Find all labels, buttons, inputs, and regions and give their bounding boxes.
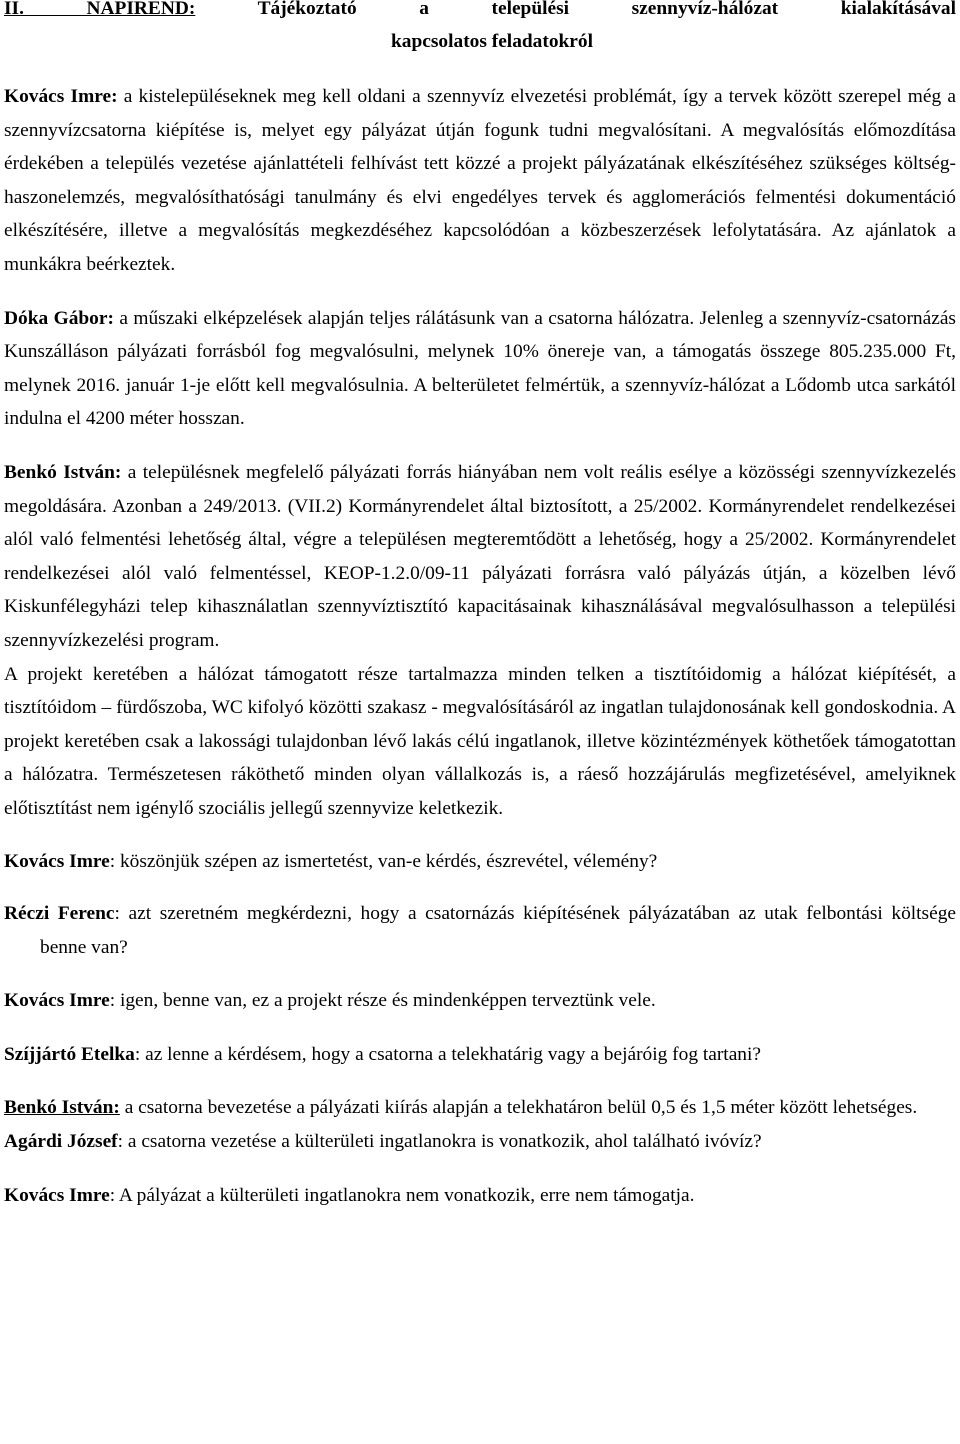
paragraph-doka [4, 302, 956, 436]
paragraph-text: a csatorna bevezetése a pályázati kiírás alapján a telekhatáron belül 0,5 és 1,5 méter között lehetséges. [119, 1097, 918, 1119]
speaker-name: Kovács Imre [4, 1184, 110, 1206]
speaker-name: Kovács Imre: [4, 86, 118, 107]
paragraph-text: : igen, benne van, ez a projekt része és mindenképpen terveztünk vele. [109, 990, 656, 1012]
paragraph-benko-2 [4, 1091, 956, 1125]
paragraph-text: : az lenne a kérdésem, hogy a csatorna a telekhatárig vagy a bejáróig fog tartani? [134, 1043, 761, 1065]
paragraph-agardi [4, 1125, 956, 1159]
paragraph-text: : azt szeretném megkérdezni, hogy a csatornázás kiépítésének pályázatában az utak felbontási költsége benne van? [40, 903, 956, 958]
paragraph-text: : köszönjük szépen az ismertetést, van-e kérdés, észrevétel, vélemény? [109, 851, 658, 873]
paragraph-text: a településnek megfelelő pályázati forrás hiányában nem volt reális esélye a közösségi szennyvízkezelés megoldására. Azonban a 249/2013. (VII.2) Kormányrendelet által biztosított, a 25/2002. Kormányrendelet rendelkezései alól való felmentési lehetőség által, végre a településen megteremtődött a lehetőség, hogy a 25/2002. Kormányrendelet rendelkezései alól való felmentéssel, KEOP-1.2.0/09-11 pályázati forrásra való pályázás útján, a közelben lévő Kiskunfélegyházi telep kihasználatlan szennyvíztisztító kapacitásainak kihasználásával megvalósulhasson a települési szennyvízkezelési program. [4, 461, 956, 651]
speaker-name: Dóka Gábor: [4, 307, 114, 329]
paragraph-project-details [4, 658, 956, 826]
paragraph-text: a kistelepüléseknek meg kell oldani a szennyvíz elvezetési problémát, így a tervek között szerepel még a szennyvízcsatorna kiépítése is, melyet egy pályázat útján fogunk tudni megvalósítani. A megvalósítás előmozdítása érdekében a település vezetése ajánlattételi felhívást tett közzé a projekt pályázatának elkészítéséhez szükséges költség-haszonelemzés, megvalósíthatósági tanulmány és elvi engedélyes tervek és agglomerációs felmentési dokumentáció elkészítésére, illetve a megvalósítás megkezdéséhez kapcsolódóan a közbeszerzések lefolytatására. Az ajánlatok a munkákra beérkeztek. [4, 86, 956, 275]
agenda-label: II. NAPIREND: [4, 0, 196, 19]
paragraph-kovacs-answer [4, 984, 956, 1018]
paragraph-text: : a csatorna vezetése a külterületi ingatlanokra is vonatkozik, ahol található ivóvíz? [117, 1131, 762, 1153]
paragraph-text: : A pályázat a külterületi ingatlanokra nem vonatkozik, erre nem támogatja. [109, 1184, 695, 1206]
speaker-name: Benkó István: [4, 461, 122, 483]
paragraph-kovacs-question-call [4, 845, 956, 879]
speaker-name: Kovács Imre [4, 851, 110, 873]
agenda-heading-line1 [4, 0, 956, 25]
paragraph-reczi [4, 897, 956, 964]
speaker-name: Benkó István: [4, 1097, 120, 1119]
paragraph-text: a műszaki elképzelések alapján teljes rálátásunk van a csatorna hálózatra. Jelenleg a szennyvíz-csatornázás Kunszálláson pályázati forrásból fog megvalósulni, melynek 10% önereje van, a támogatás összege 805.235.000 Ft, melynek 2016. január 1-je előtt kell megvalósulnia. A belterületet felmértük, a szennyvíz-hálózat a Lődomb utca sarkától indulna el 4200 méter hosszan. [4, 307, 956, 430]
agenda-title-line2: kapcsolatos feladatokról [391, 31, 593, 52]
speaker-name: Réczi Ferenc [4, 903, 115, 925]
speaker-name: Kovács Imre [4, 990, 110, 1012]
paragraph-text: A projekt keretében a hálózat támogatott része tartalmazza minden telken a tisztítóidomig a hálózat kiépítését, a tisztítóidom – fürdőszoba, WC kifolyó közötti szakasz - megvalósításáról az ingatlan tulajdonosának kell gondoskodnia. A projekt keretében csak a lakossági tulajdonban lévő lakás célú ingatlanok, illetve közintézmények köthetőek támogatottan a hálózatra. Természetesen ráköthető minden olyan vállalkozás is, a ráeső hozzájárulás megfizetésével, amelyiknek előtisztítást nem igénylő szociális jellegű szennyvize keletkezik. [4, 663, 956, 819]
paragraph-benko-1 [4, 456, 956, 658]
paragraph-kovacs-intro [4, 80, 956, 282]
speaker-name: Agárdi József [4, 1131, 118, 1153]
paragraph-kovacs-final [4, 1179, 956, 1213]
paragraph-szijjarto [4, 1038, 956, 1072]
agenda-heading [4, 0, 956, 58]
speaker-name: Szíjjártó Etelka [4, 1043, 135, 1065]
agenda-title-line1: Tájékoztató a települési szennyvíz-hálózat kialakításával [257, 0, 956, 19]
